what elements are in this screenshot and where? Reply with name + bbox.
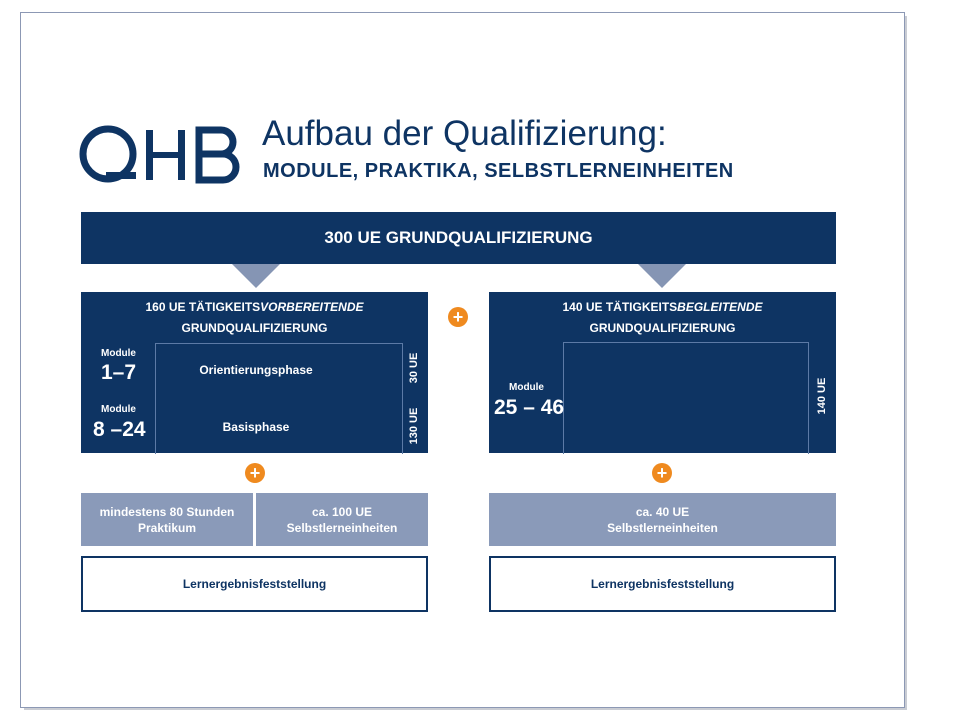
left-self-study-line2: Selbstlerneinheiten [286,520,398,535]
plus-icon-between-blocks: + [448,307,468,327]
right-module-range: 25 – 46 [494,396,565,419]
right-box-heading [489,296,836,318]
left-extra-self-study [256,493,428,546]
right-module-label: Module [509,382,544,393]
left-arrow-down [232,264,280,288]
left-row2-module-range: 8 –24 [93,418,146,441]
page-subtitle: MODULE, PRAKTIKA, SELBSTLERNEINHEITEN [263,160,734,182]
left-box-heading [81,296,428,318]
left-extra-internship [81,493,253,546]
right-heading-prefix: 140 UE TÄTIGKEITS [562,300,678,314]
left-row2-module-label: Module [101,404,136,415]
banner-label: 300 UE GRUNDQUALIFIZIERUNG [324,228,593,247]
right-extra-self-study [489,493,836,546]
right-self-study-line2: Selbstlerneinheiten [607,520,718,535]
left-row1-hours: 30 UE [408,352,420,384]
right-arrow-down [638,264,686,288]
left-assessment-box [81,556,428,612]
total-banner [81,212,836,264]
right-self-study-line1: ca. 40 UE [635,504,690,519]
left-row2-phase: Basisphase [222,420,290,434]
right-hours: 140 UE [816,377,828,415]
right-inner-frame [563,342,809,454]
plus-icon-left: + [245,463,265,483]
internship-line2: Praktikum [137,520,197,535]
plus-icon-right: + [652,463,672,483]
page-title: Aufbau der Qualifizierung: [262,114,667,153]
left-heading-prefix: 160 UE TÄTIGKEITS [145,300,261,314]
left-row1-phase: Orientierungsphase [199,363,313,377]
right-assessment-label: Lernergebnisfeststellung [590,577,735,591]
left-box-heading-line2: GRUNDQUALIFIZIERUNG [181,321,328,335]
left-heading-italic: VORBEREITENDE [260,300,364,314]
left-inner-frame [155,343,403,454]
left-row1-module-range: 1–7 [101,361,137,384]
qhb-logo [78,118,246,194]
right-assessment-box [489,556,836,612]
left-row1-module-label: Module [101,348,136,359]
right-heading-italic: BEGLEITENDE [677,300,763,314]
left-assessment-label: Lernergebnisfeststellung [182,577,327,591]
left-row2-hours: 130 UE [408,407,420,445]
left-self-study-line1: ca. 100 UE [311,504,373,519]
internship-line1: mindestens 80 Stunden [99,504,235,519]
right-box-heading-line2: GRUNDQUALIFIZIERUNG [589,321,736,335]
